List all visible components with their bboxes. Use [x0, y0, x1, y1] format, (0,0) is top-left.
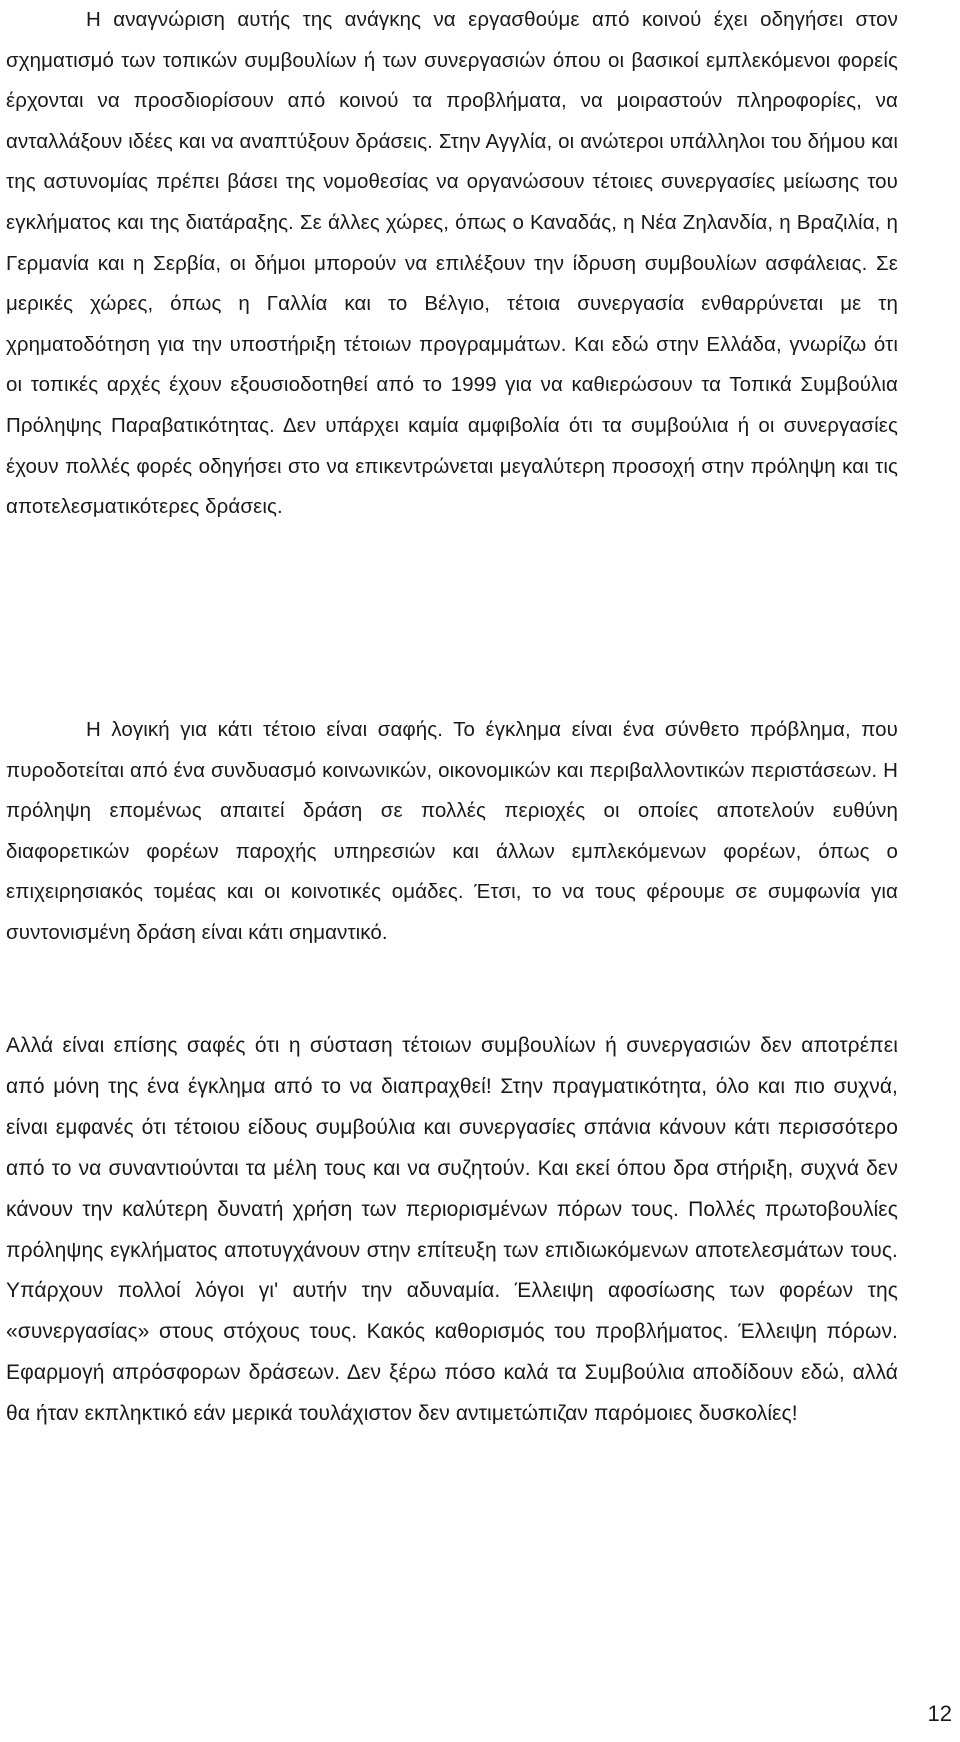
- paragraph-2: Η λογική για κάτι τέτοιο είναι σαφής. Το έγκλημα είναι ένα σύνθετο πρόβλημα, που πυροδοτείται από ένα συνδυασμό κοινωνικών, οικονομικών και περιβαλλοντικών περιστάσεων. Η πρόληψη επομένως απαιτεί δράση σε πολλές περιοχές οι οποίες αποτελούν ευθύνη διαφορετικών φορέων παροχής υπηρεσιών και άλλων εμπλεκόμενων φορέων, όπως ο επιχειρησιακός τομέας και οι κοινοτικές ομάδες. Έτσι, το να τους φέρουμε σε συμφωνία για συντονισμένη δράση είναι κάτι σημαντικό.: [6, 718, 898, 944]
- paragraph-3: Αλλά είναι επίσης σαφές ότι η σύσταση τέτοιων συμβουλίων ή συνεργασιών δεν αποτρέπει από μόνη της ένα έγκλημα από το να διαπραχθεί! Στην πραγματικότητα, όλο και πιο συχνά, είναι εμφανές ότι τέτοιου είδους συμβούλια και συνεργασίες σπάνια κάνουν κάτι περισσότερο από το να συναντιούνται τα μέλη τους και να συζητούν. Και εκεί όπου δρα στήριξη, συχνά δεν κάνουν την καλύτερη δυνατή χρήση των περιορισμένων πόρων τους. Πολλές πρωτοβουλίες πρόληψης εγκλήματος αποτυγχάνουν στην επίτευξη των επιδιωκόμενων αποτελεσμάτων τους. Υπάρχουν πολλοί λόγοι γι' αυτήν την αδυναμία. Έλλειψη αφοσίωσης των φορέων της «συνεργασίας» στους στόχους τους. Κακός καθορισμός του προβλήματος. Έλλειψη πόρων. Εφαρμογή απρόσφορων δράσεων. Δεν ξέρω πόσο καλά τα Συμβούλια αποδίδουν εδώ, αλλά θα ήταν εκπληκτικό εάν μερικά τουλάχιστον δεν αντιμετώπιζαν παρόμοιες δυσκολίες!: [6, 1034, 898, 1426]
- paragraph-1: Η αναγνώριση αυτής της ανάγκης να εργασθούμε από κοινού έχει οδηγήσει στον σχηματισμό των τοπικών συμβουλίων ή των συνεργασιών όπου οι βασικοί εμπλεκόμενοι φορείς έρχονται να προσδιορίσουν από κοινού τα προβλήματα, να μοιραστούν πληροφορίες, να ανταλλάξουν ιδέες και να αναπτύξουν δράσεις. Στην Αγγλία, οι ανώτεροι υπάλληλοι του δήμου και της αστυνομίας πρέπει βάσει της νομοθεσίας να οργανώσουν τέτοιες συνεργασίες μείωσης του εγκλήματος και της διατάραξης. Σε άλλες χώρες, όπως ο Καναδάς, η Νέα Ζηλανδία, η Βραζιλία, η Γερμανία και η Σερβία, οι δήμοι μπορούν να επιλέξουν την ίδρυση συμβουλίων ασφάλειας. Σε μερικές χώρες, όπως η Γαλλία και το Βέλγιο, τέτοια συνεργασία ενθαρρύνεται με τη χρηματοδότηση για την υποστήριξη τέτοιων προγραμμάτων. Και εδώ στην Ελλάδα, γνωρίζω ότι οι τοπικές αρχές έχουν εξουσιοδοτηθεί από το 1999 για να καθιερώσουν τα Τοπικά Συμβούλια Πρόληψης Παραβατικότητας. Δεν υπάρχει καμία αμφιβολία ότι τα συμβούλια ή οι συνεργασίες έχουν πολλές φορές οδηγήσει στο να επικεντρώνεται μεγαλύτερη προσοχή στην πρόληψη και τις αποτελεσματικότερες δράσεις.: [6, 8, 898, 519]
- page-number: 12: [927, 1701, 952, 1726]
